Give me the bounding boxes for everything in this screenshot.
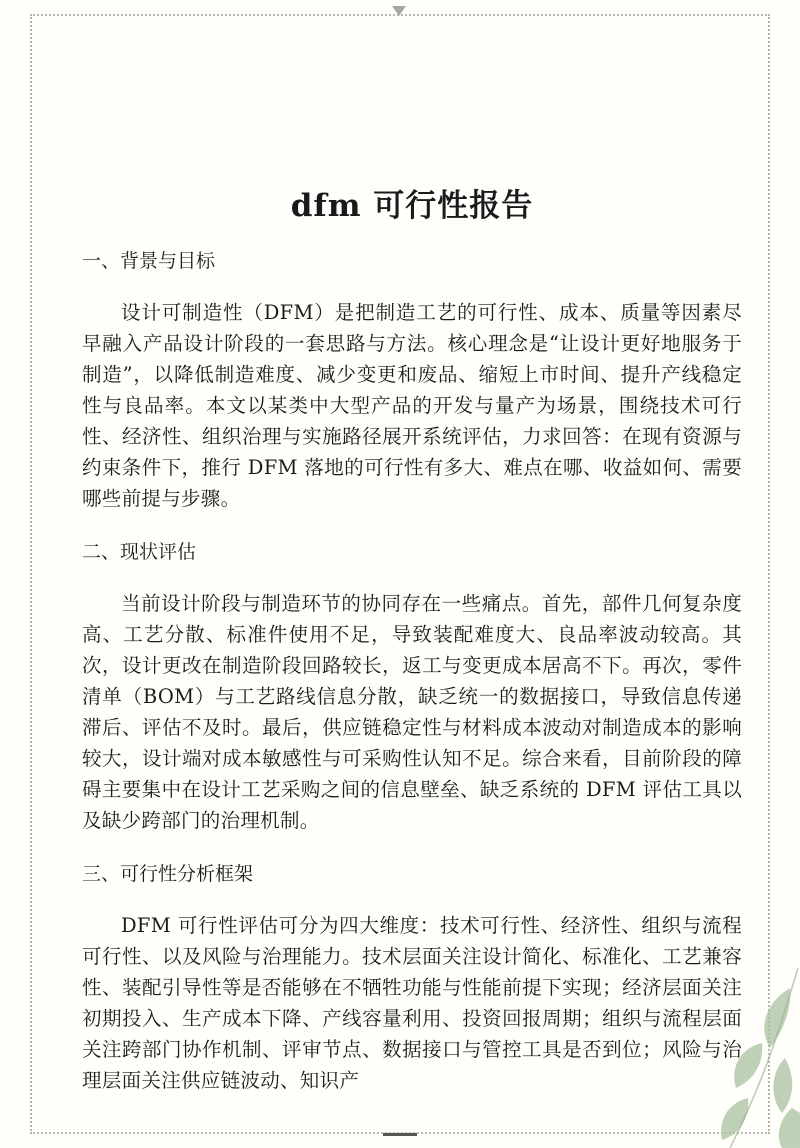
section-paragraph-status: 当前设计阶段与制造环节的协同存在一些痛点。首先，部件几何复杂度高、工艺分散、标准件使用不足，导致装配难度大、良品率波动较高。其次，设计更改在制造阶段回路较长，返工与变更成本居高不下。再次，零件清单（BOM）与工艺路线信息分散，缺乏统一的数据接口，导致信息传递滞后、评估不及时。最后，供应链稳定性与材料成本波动对制造成本的影响较大，设计端对成本敏感性与可采购性认知不足。综合来看，目前阶段的障碍主要集中在设计工艺采购之间的信息壁垒、缺乏系统的 DFM 评估工具以及缺少跨部门的治理机制。 <box>82 592 742 832</box>
section-heading-framework: 三、可行性分析框架 <box>82 863 254 885</box>
section-heading-status: 二、现状评估 <box>82 541 197 563</box>
document-body <box>82 180 742 1120</box>
section-paragraph-framework: DFM 可行性评估可分为四大维度：技术可行性、经济性、组织与流程可行性、以及风险与治理能力。技术层面关注设计简化、标准化、工艺兼容性、装配引导性等是否能够在不牺牲功能与性能前提下实现；经济层面关注初期投入、生产成本下降、产线容量利用、投资回报周期；组织与流程层面关注跨部门协作机制、评审节点、数据接口与管控工具是否到位；风险与治理层面关注供应链波动、知识产 <box>82 914 742 1092</box>
document-title: dfm 可行性报告 <box>290 188 534 224</box>
border-ornament-bottom <box>383 1133 417 1136</box>
border-ornament-top <box>392 6 406 16</box>
leaf-decoration-icon <box>670 948 800 1148</box>
section-heading-background: 一、背景与目标 <box>82 250 216 272</box>
section-paragraph-background: 设计可制造性（DFM）是把制造工艺的可行性、成本、质量等因素尽早融入产品设计阶段的一套思路与方法。核心理念是“让设计更好地服务于制造”，以降低制造难度、减少变更和废品、缩短上市时间、提升产线稳定性与良品率。本文以某类中大型产品的开发与量产为场景，围绕技术可行性、经济性、组织治理与实施路径展开系统评估，力求回答：在现有资源与约束条件下，推行 DFM 落地的可行性有多大、难点在哪、收益如何、需要哪些前提与步骤。 <box>82 301 742 510</box>
border-left <box>30 14 32 1134</box>
